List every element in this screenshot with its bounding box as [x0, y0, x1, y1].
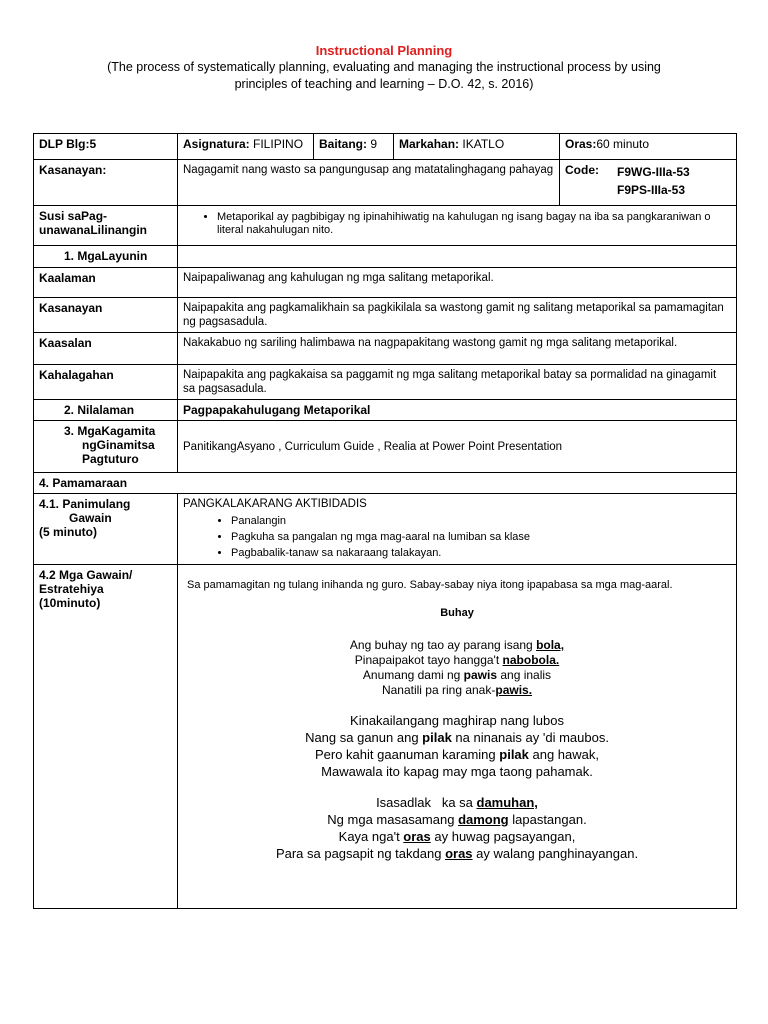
markahan-label: Markahan:	[399, 137, 460, 151]
gawain-row	[34, 565, 737, 909]
kaalaman-row	[34, 268, 737, 298]
asignatura-value: FILIPINO	[249, 137, 304, 151]
panimulang-bullet-3: • Pagbabalik-tanaw sa nakaraang talakayan.	[231, 545, 731, 561]
document-subtitle-line2: principles of teaching and learning – D.O. 42, s. 2016)	[234, 77, 534, 91]
oras-label: Oras:	[565, 137, 597, 151]
susi-row	[34, 206, 737, 246]
markahan-cell	[394, 134, 560, 160]
dlp-table	[33, 133, 737, 909]
kaasalan-value: Nakakabuo ng sariling halimbawa na nagpapakitang wastong gamit ng mga salitang metaporikal.	[178, 333, 737, 365]
gawain-label-line2: Estratehiya	[39, 582, 104, 596]
kagamitan-row	[34, 421, 737, 473]
asignatura-label: Asignatura:	[183, 137, 250, 151]
kaasalan-label: Kaasalan	[34, 333, 178, 365]
gawain-label-line1: 4.2 Mga Gawain/	[39, 568, 133, 582]
panimulang-label-line1: 4.1. Panimulang	[39, 497, 131, 511]
baitang-value: 9	[367, 137, 378, 151]
susi-content	[178, 206, 737, 246]
panimulang-bullet-1: • Panalangin	[231, 513, 731, 529]
layunin-row	[34, 246, 737, 268]
oras-cell	[560, 134, 737, 160]
pamamaraan-label: 4. Pamamaraan	[34, 473, 737, 494]
document-title: Instructional Planning	[315, 43, 453, 58]
markahan-value: IKATLO	[459, 137, 505, 151]
kaasalan-row	[34, 333, 737, 365]
poem-line: Isasadlak ka sa damuhan,	[376, 795, 538, 810]
nilalaman-label: 2. Nilalaman	[34, 400, 178, 421]
oras-value: 60 minuto	[596, 137, 650, 151]
panimulang-label-line3: (5 minuto)	[39, 525, 97, 539]
susi-bullet: • Metaporikal ay pagbibigay ng ipinahihiwatig na kahulugan ng isang bagay na iba sa pangkaraniwan o literal nakahulugan nito.	[217, 211, 731, 237]
poem-line: Ang buhay ng tao ay parang isang bola,	[349, 638, 565, 652]
kagamitan-label-line3: Pagtuturo	[82, 452, 139, 466]
poem-line: Nang sa ganun ang pilak na ninanais ay 'di maubos.	[305, 730, 609, 745]
kasanayan2-row	[34, 298, 737, 333]
poem-line: Nanatili pa ring anak-pawis.	[381, 683, 533, 697]
kagamitan-label-line1: 3. MgaKagamita	[64, 424, 156, 438]
poem	[183, 606, 731, 862]
kagamitan-label	[34, 421, 178, 473]
nilalaman-row	[34, 400, 737, 421]
document-subtitle-line1: (The process of systematically planning, evaluating and managing the instructional process by using	[107, 60, 661, 74]
panimulang-heading: PANGKALAKARANG AKTIBIDADIS	[183, 498, 367, 510]
kasanayan-label: Kasanayan:	[34, 160, 178, 206]
panimulang-label-line2: Gawain	[69, 511, 112, 525]
code-1: F9WG-IIIa-53	[617, 165, 690, 179]
document-header	[40, 42, 728, 93]
kahalagahan-label: Kahalagahan	[34, 365, 178, 400]
code-2: F9PS-IIIa-53	[617, 183, 686, 197]
poem-line: Kaya nga't oras ay huwag pagsayangan,	[338, 829, 576, 844]
baitang-cell	[314, 134, 394, 160]
poem-line: Ng mga masasamang damong lapastangan.	[327, 812, 587, 827]
baitang-label: Baitang:	[319, 137, 367, 151]
kagamitan-value: PanitikangAsyano , Curriculum Guide , Realia at Power Point Presentation	[178, 421, 737, 473]
kasanayan2-value: Naipapakita ang pagkamalikhain sa pagkikilala sa wastong gamit ng salitang metaporikal sa pamamagitan ng pagsasadula.	[178, 298, 737, 333]
poem-line: Mawawala ito kapag may mga taong pahamak.	[321, 764, 593, 779]
kasanayan-code-row	[34, 160, 737, 206]
susi-label: Susi saPag-unawanaLilinangin	[34, 206, 178, 246]
panimulang-bullet-2: • Pagkuha sa pangalan ng mga mag-aaral na lumiban sa klase	[231, 529, 731, 545]
poem-title: Buhay	[440, 607, 474, 619]
panimulang-row	[34, 494, 737, 565]
code-cell	[560, 160, 737, 206]
poem-line: Pinapaipakot tayo hangga't nabobola.	[354, 653, 560, 667]
poem-stanza-3	[183, 794, 731, 862]
kaalaman-value: Naipapaliwanag ang kahulugan ng mga salitang metaporikal.	[178, 268, 737, 298]
gawain-label-line3: (10minuto)	[39, 596, 101, 610]
gawain-label	[34, 565, 178, 909]
layunin-empty	[178, 246, 737, 268]
pamamaraan-row	[34, 473, 737, 494]
kagamitan-label-line2: ngGinamitsa	[82, 438, 155, 452]
poem-line: Para sa pagsapit ng takdang oras ay walang panghinayangan.	[275, 846, 639, 861]
poem-line: Pero kahit gaanuman karaming pilak ang hawak,	[314, 747, 599, 762]
kahalagahan-value: Naipapakita ang pagkakaisa sa paggamit ng mga salitang metaporikal batay sa pormalidad na ginagamit sa pagsasadula.	[178, 365, 737, 400]
gawain-intro: Sa pamamagitan ng tulang inihanda ng guro. Sabay-sabay niya itong ipapabasa sa mga mag-aaral.	[187, 579, 673, 591]
kasanayan-value: Nagagamit nang wasto sa pangungusap ang matatalinghagang pahayag	[178, 160, 560, 206]
poem-line: Anumang dami ng pawis ang inalis	[362, 668, 552, 682]
poem-stanza-2	[183, 712, 731, 780]
kaalaman-label: Kaalaman	[34, 268, 178, 298]
panimulang-content	[178, 494, 737, 565]
layunin-label: 1. MgaLayunin	[34, 246, 178, 268]
kahalagahan-row	[34, 365, 737, 400]
panimulang-label	[34, 494, 178, 565]
poem-stanza-1	[183, 638, 731, 698]
kasanayan2-label: Kasanayan	[34, 298, 178, 333]
code-label: Code:	[565, 163, 599, 177]
dlp-number: DLP Blg:5	[34, 134, 178, 160]
gawain-content	[178, 565, 737, 909]
asignatura-cell	[178, 134, 314, 160]
nilalaman-value: Pagpapakahulugang Metaporikal	[178, 400, 737, 421]
info-row	[34, 134, 737, 160]
poem-line: Kinakailangang maghirap nang lubos	[350, 713, 564, 728]
